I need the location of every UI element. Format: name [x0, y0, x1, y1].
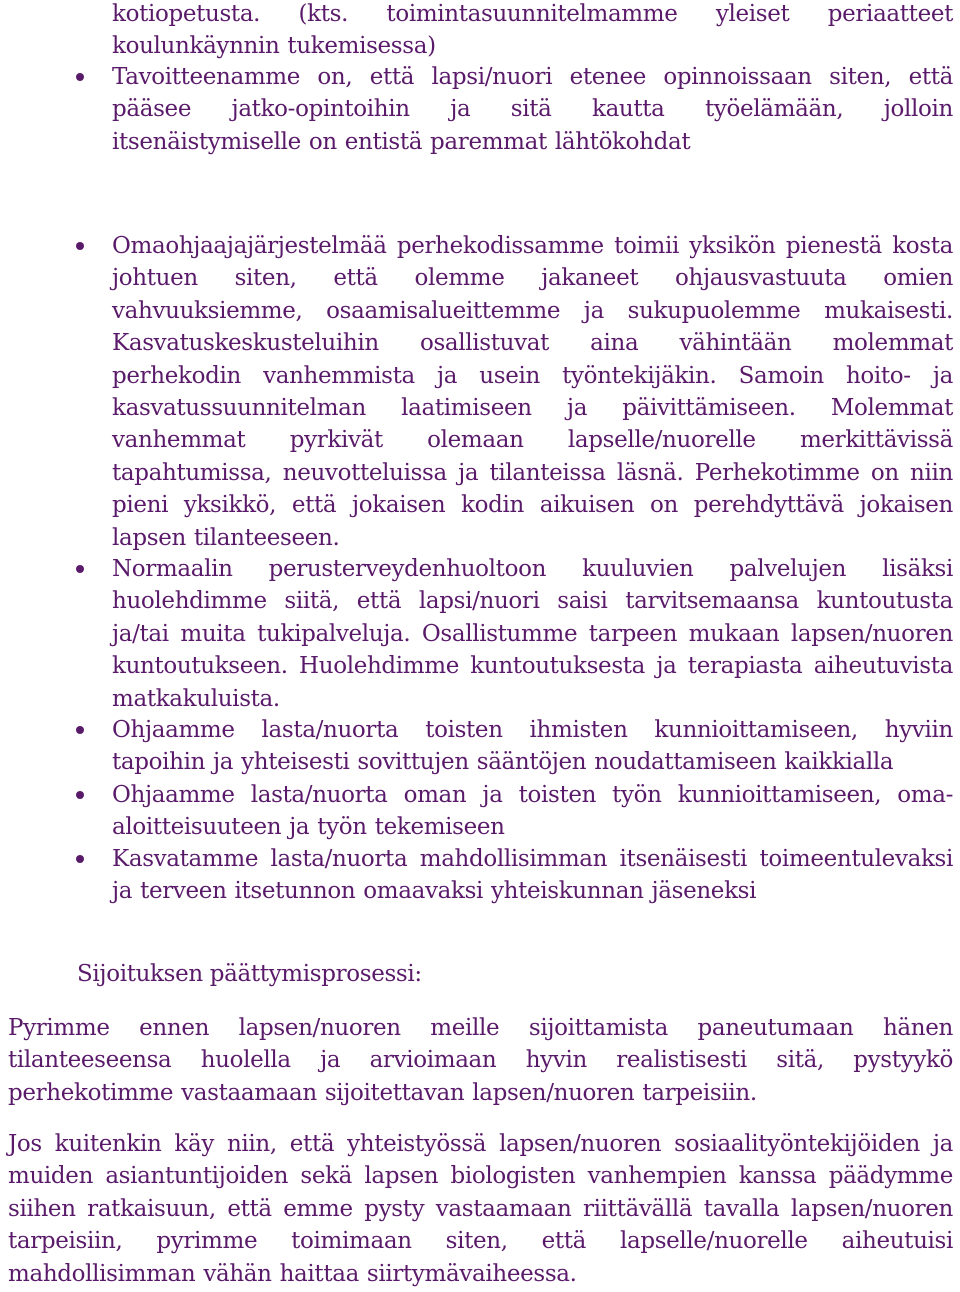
bullet-icon [76, 855, 84, 863]
section-heading: Sijoituksen päättymisprosessi: [77, 961, 422, 987]
bullet-icon [76, 726, 84, 734]
continuation-text: kotiopetusta. (kts. toimintasuunnitelmamme yleiset periaatteet koulunkäynnin tukemisessa) [112, 1, 953, 60]
bullet-item-goals [112, 61, 953, 158]
bullet-text: Ohjaamme lasta/nuorta toisten ihmisten kunnioittamiseen, hyviin tapoihin ja yhteisesti sovittujen sääntöjen noudattamiseen kaikkialla [112, 717, 953, 776]
bullet-item-oma-aloitteisuus [112, 779, 953, 844]
bullet-icon [76, 565, 84, 573]
bullet-text: Tavoitteenamme on, että lapsi/nuori etenee opinnoissaan siten, että pääsee jatko-opintoihin ja sitä kautta työelämään, jolloin itsenäistymiselle on entistä paremmat lähtökohdat [112, 64, 953, 155]
bullet-item-omaohjaaja [112, 230, 953, 554]
bullet-text: Omaohjaajajärjestelmää perhekodissamme toimii yksikön pienestä kosta johtuen siten, että olemme jakaneet ohjausvastuuta omien vahvuuksiemme, osaamisalueittemme ja sukupuolemme mukaisesti. Kasvatuskeskusteluihin osallistuvat aina vähintään molemmat perhekodin vanhemmista ja usein työntekijäkin. Samoin hoito- ja kasvatussuunnitelman laatimiseen ja päivittämiseen. Molemmat vanhemmat pyrkivät olemaan lapselle/nuorelle merkittävissä tapahtumissa, neuvotteluissa ja tilanteissa läsnä. Perhekotimme on niin pieni yksikkö, että jokaisen kodin aikuisen on perehdyttävä jokaisen lapsen tilanteeseen. [112, 233, 953, 551]
paragraph-siirtymavaihe: Jos kuitenkin käy niin, että yhteistyössä lapsen/nuoren sosiaalityöntekijöiden ja muiden asiantuntijoiden sekä lapsen biologisten vanhempien kanssa päädymme siihen ratkaisuun, että emme pysty vastaamaan riittävällä tavalla lapsen/nuoren tarpeisiin, pyrimme toimimaan siten, että lapselle/nuorelle aiheutuisi mahdollisimman vähän haittaa siirtymävaiheessa. [8, 1131, 953, 1287]
bullet-icon [76, 242, 84, 250]
bullet-text: Normaalin perusterveydenhuoltoon kuuluvien palvelujen lisäksi huolehdimme siitä, että lapsi/nuori saisi tarvitsemaansa kuntoutusta ja/tai muita tukipalveluja. Osallistumme tarpeen mukaan lapsen/nuoren kuntoutukseen. Huolehdimme kuntoutuksesta ja terapiasta aiheutuvista matkakuluista. [112, 556, 953, 712]
bullet-text: Ohjaamme lasta/nuorta oman ja toisten työn kunnioittamiseen, oma-aloitteisuuteen ja työn tekemiseen [112, 782, 953, 841]
bullet-text: Kasvatamme lasta/nuorta mahdollisimman itsenäisesti toimeentulevaksi ja terveen itsetunnon omaavaksi yhteiskunnan jäseneksi [112, 846, 953, 905]
bullet-icon [76, 73, 84, 81]
bullet-item-itsenaisyys [112, 843, 953, 908]
bullet-icon [76, 791, 84, 799]
bullet-item-terveydenhuolto [112, 553, 953, 715]
bullet-item-kunnioittaminen [112, 714, 953, 779]
paragraph-ennen-sijoitusta: Pyrimme ennen lapsen/nuoren meille sijoittamista paneutumaan hänen tilanteeseensa huolella ja arvioimaan hyvin realistisesti sitä, pystyykö perhekotimme vastaamaan sijoitettavan lapsen/nuoren tarpeisiin. [8, 1015, 953, 1106]
